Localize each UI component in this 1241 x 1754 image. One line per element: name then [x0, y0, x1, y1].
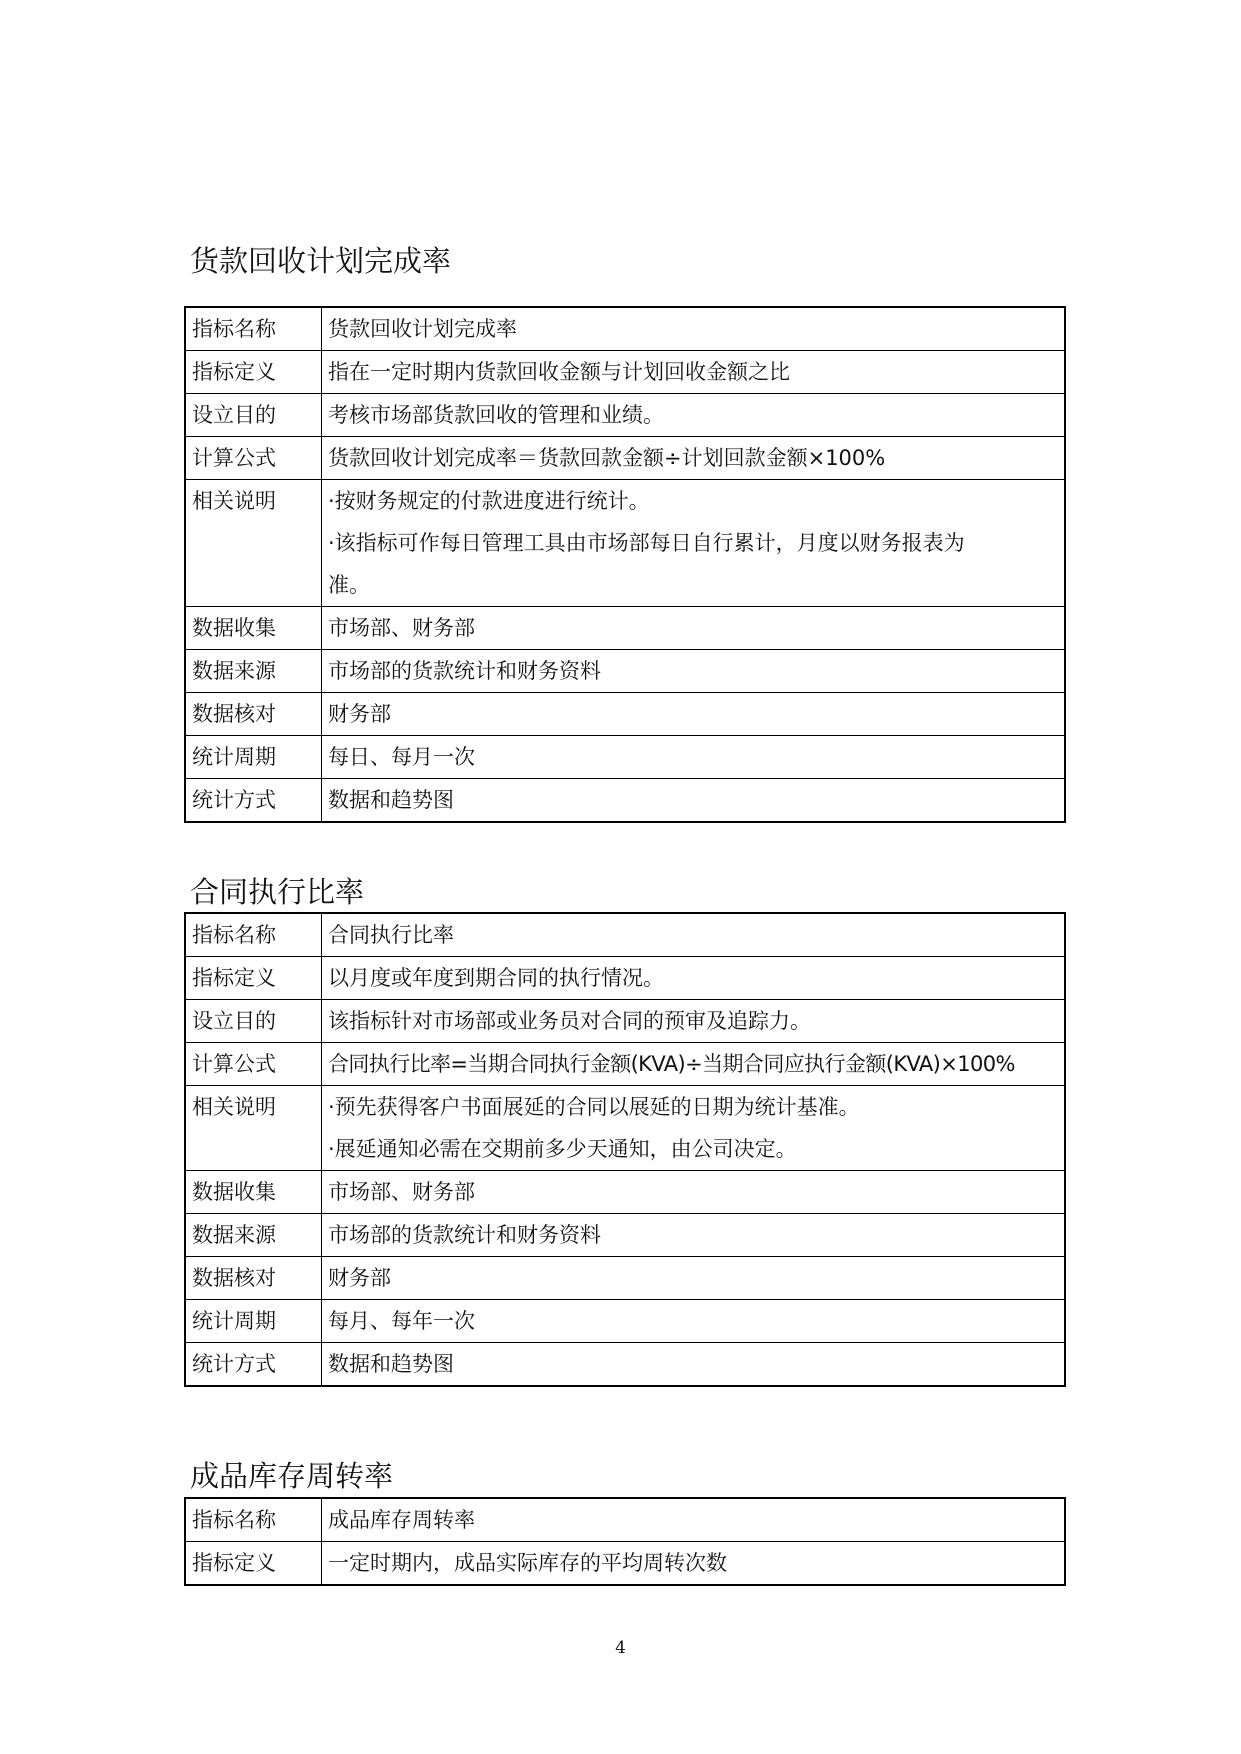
- row-value: 每日、每月一次: [322, 736, 1066, 779]
- row-notes: [322, 480, 1066, 607]
- row-label: 数据收集: [185, 607, 322, 650]
- section-title: 成品库存周转率: [190, 1459, 394, 1493]
- table-row: [185, 1086, 1065, 1171]
- row-label: 设立目的: [185, 1000, 322, 1043]
- table-row: [185, 1498, 1065, 1542]
- row-value: 市场部、财务部: [322, 1171, 1066, 1214]
- table-row: [185, 1171, 1065, 1214]
- row-value: 考核市场部货款回收的管理和业绩。: [322, 394, 1066, 437]
- row-value: 合同执行比率=当期合同执行金额(KVA)÷当期合同应执行金额(KVA)×100%: [322, 1043, 1066, 1086]
- table-row: [185, 1214, 1065, 1257]
- row-value: 数据和趋势图: [322, 1343, 1066, 1387]
- kpi-table: [184, 912, 1066, 1387]
- table-row: [185, 437, 1065, 480]
- row-label: 计算公式: [185, 437, 322, 480]
- row-label: 统计周期: [185, 1300, 322, 1343]
- row-value: 市场部的货款统计和财务资料: [322, 1214, 1066, 1257]
- table-row: [185, 1542, 1065, 1586]
- row-value: 指在一定时期内货款回收金额与计划回收金额之比: [322, 351, 1066, 394]
- section-title: 货款回收计划完成率: [190, 244, 452, 278]
- row-label: 相关说明: [185, 1086, 322, 1171]
- row-label: 设立目的: [185, 394, 322, 437]
- row-label: 指标名称: [185, 307, 322, 351]
- row-label: 数据核对: [185, 693, 322, 736]
- row-label: 指标定义: [185, 1542, 322, 1586]
- row-label: 指标定义: [185, 957, 322, 1000]
- table-row: [185, 1257, 1065, 1300]
- table-row: [185, 1000, 1065, 1043]
- row-value: 市场部、财务部: [322, 607, 1066, 650]
- row-label: 统计方式: [185, 1343, 322, 1387]
- row-label: 指标名称: [185, 913, 322, 957]
- note-line: 准。: [328, 573, 370, 597]
- table-row: [185, 957, 1065, 1000]
- row-value: 财务部: [322, 693, 1066, 736]
- row-label: 相关说明: [185, 480, 322, 607]
- row-value: 以月度或年度到期合同的执行情况。: [322, 957, 1066, 1000]
- row-value: 合同执行比率: [322, 913, 1066, 957]
- section-title: 合同执行比率: [190, 875, 365, 909]
- row-label: 统计周期: [185, 736, 322, 779]
- table-row: [185, 779, 1065, 823]
- table-row: [185, 480, 1065, 607]
- row-value: 货款回收计划完成率＝货款回款金额÷计划回款金额×100%: [322, 437, 1066, 480]
- note-line: ·预先获得客户书面展延的合同以展延的日期为统计基准。: [328, 1095, 860, 1119]
- table-row: [185, 1043, 1065, 1086]
- table-row: [185, 1300, 1065, 1343]
- table-row: [185, 1343, 1065, 1387]
- kpi-table: [184, 306, 1066, 823]
- row-value: 市场部的货款统计和财务资料: [322, 650, 1066, 693]
- note-line: ·该指标可作每日管理工具由市场部每日自行累计，月度以财务报表为: [328, 531, 965, 555]
- kpi-table: [184, 1497, 1066, 1586]
- note-line: ·按财务规定的付款进度进行统计。: [328, 489, 650, 513]
- page-number: 4: [615, 1638, 626, 1658]
- table-row: [185, 913, 1065, 957]
- row-label: 指标名称: [185, 1498, 322, 1542]
- row-label: 数据来源: [185, 650, 322, 693]
- table-row: [185, 736, 1065, 779]
- row-label: 数据核对: [185, 1257, 322, 1300]
- row-value: 财务部: [322, 1257, 1066, 1300]
- row-value: 一定时期内，成品实际库存的平均周转次数: [322, 1542, 1066, 1586]
- row-label: 统计方式: [185, 779, 322, 823]
- table-row: [185, 351, 1065, 394]
- table-row: [185, 607, 1065, 650]
- table-row: [185, 693, 1065, 736]
- row-label: 数据收集: [185, 1171, 322, 1214]
- row-value: 货款回收计划完成率: [322, 307, 1066, 351]
- row-notes: [322, 1086, 1066, 1171]
- row-value: 数据和趋势图: [322, 779, 1066, 823]
- row-label: 指标定义: [185, 351, 322, 394]
- row-label: 计算公式: [185, 1043, 322, 1086]
- table-row: [185, 307, 1065, 351]
- row-value: 成品库存周转率: [322, 1498, 1066, 1542]
- table-row: [185, 650, 1065, 693]
- note-line: ·展延通知必需在交期前多少天通知，由公司决定。: [328, 1137, 797, 1161]
- row-value: 每月、每年一次: [322, 1300, 1066, 1343]
- row-value: 该指标针对市场部或业务员对合同的预审及追踪力。: [322, 1000, 1066, 1043]
- row-label: 数据来源: [185, 1214, 322, 1257]
- table-row: [185, 394, 1065, 437]
